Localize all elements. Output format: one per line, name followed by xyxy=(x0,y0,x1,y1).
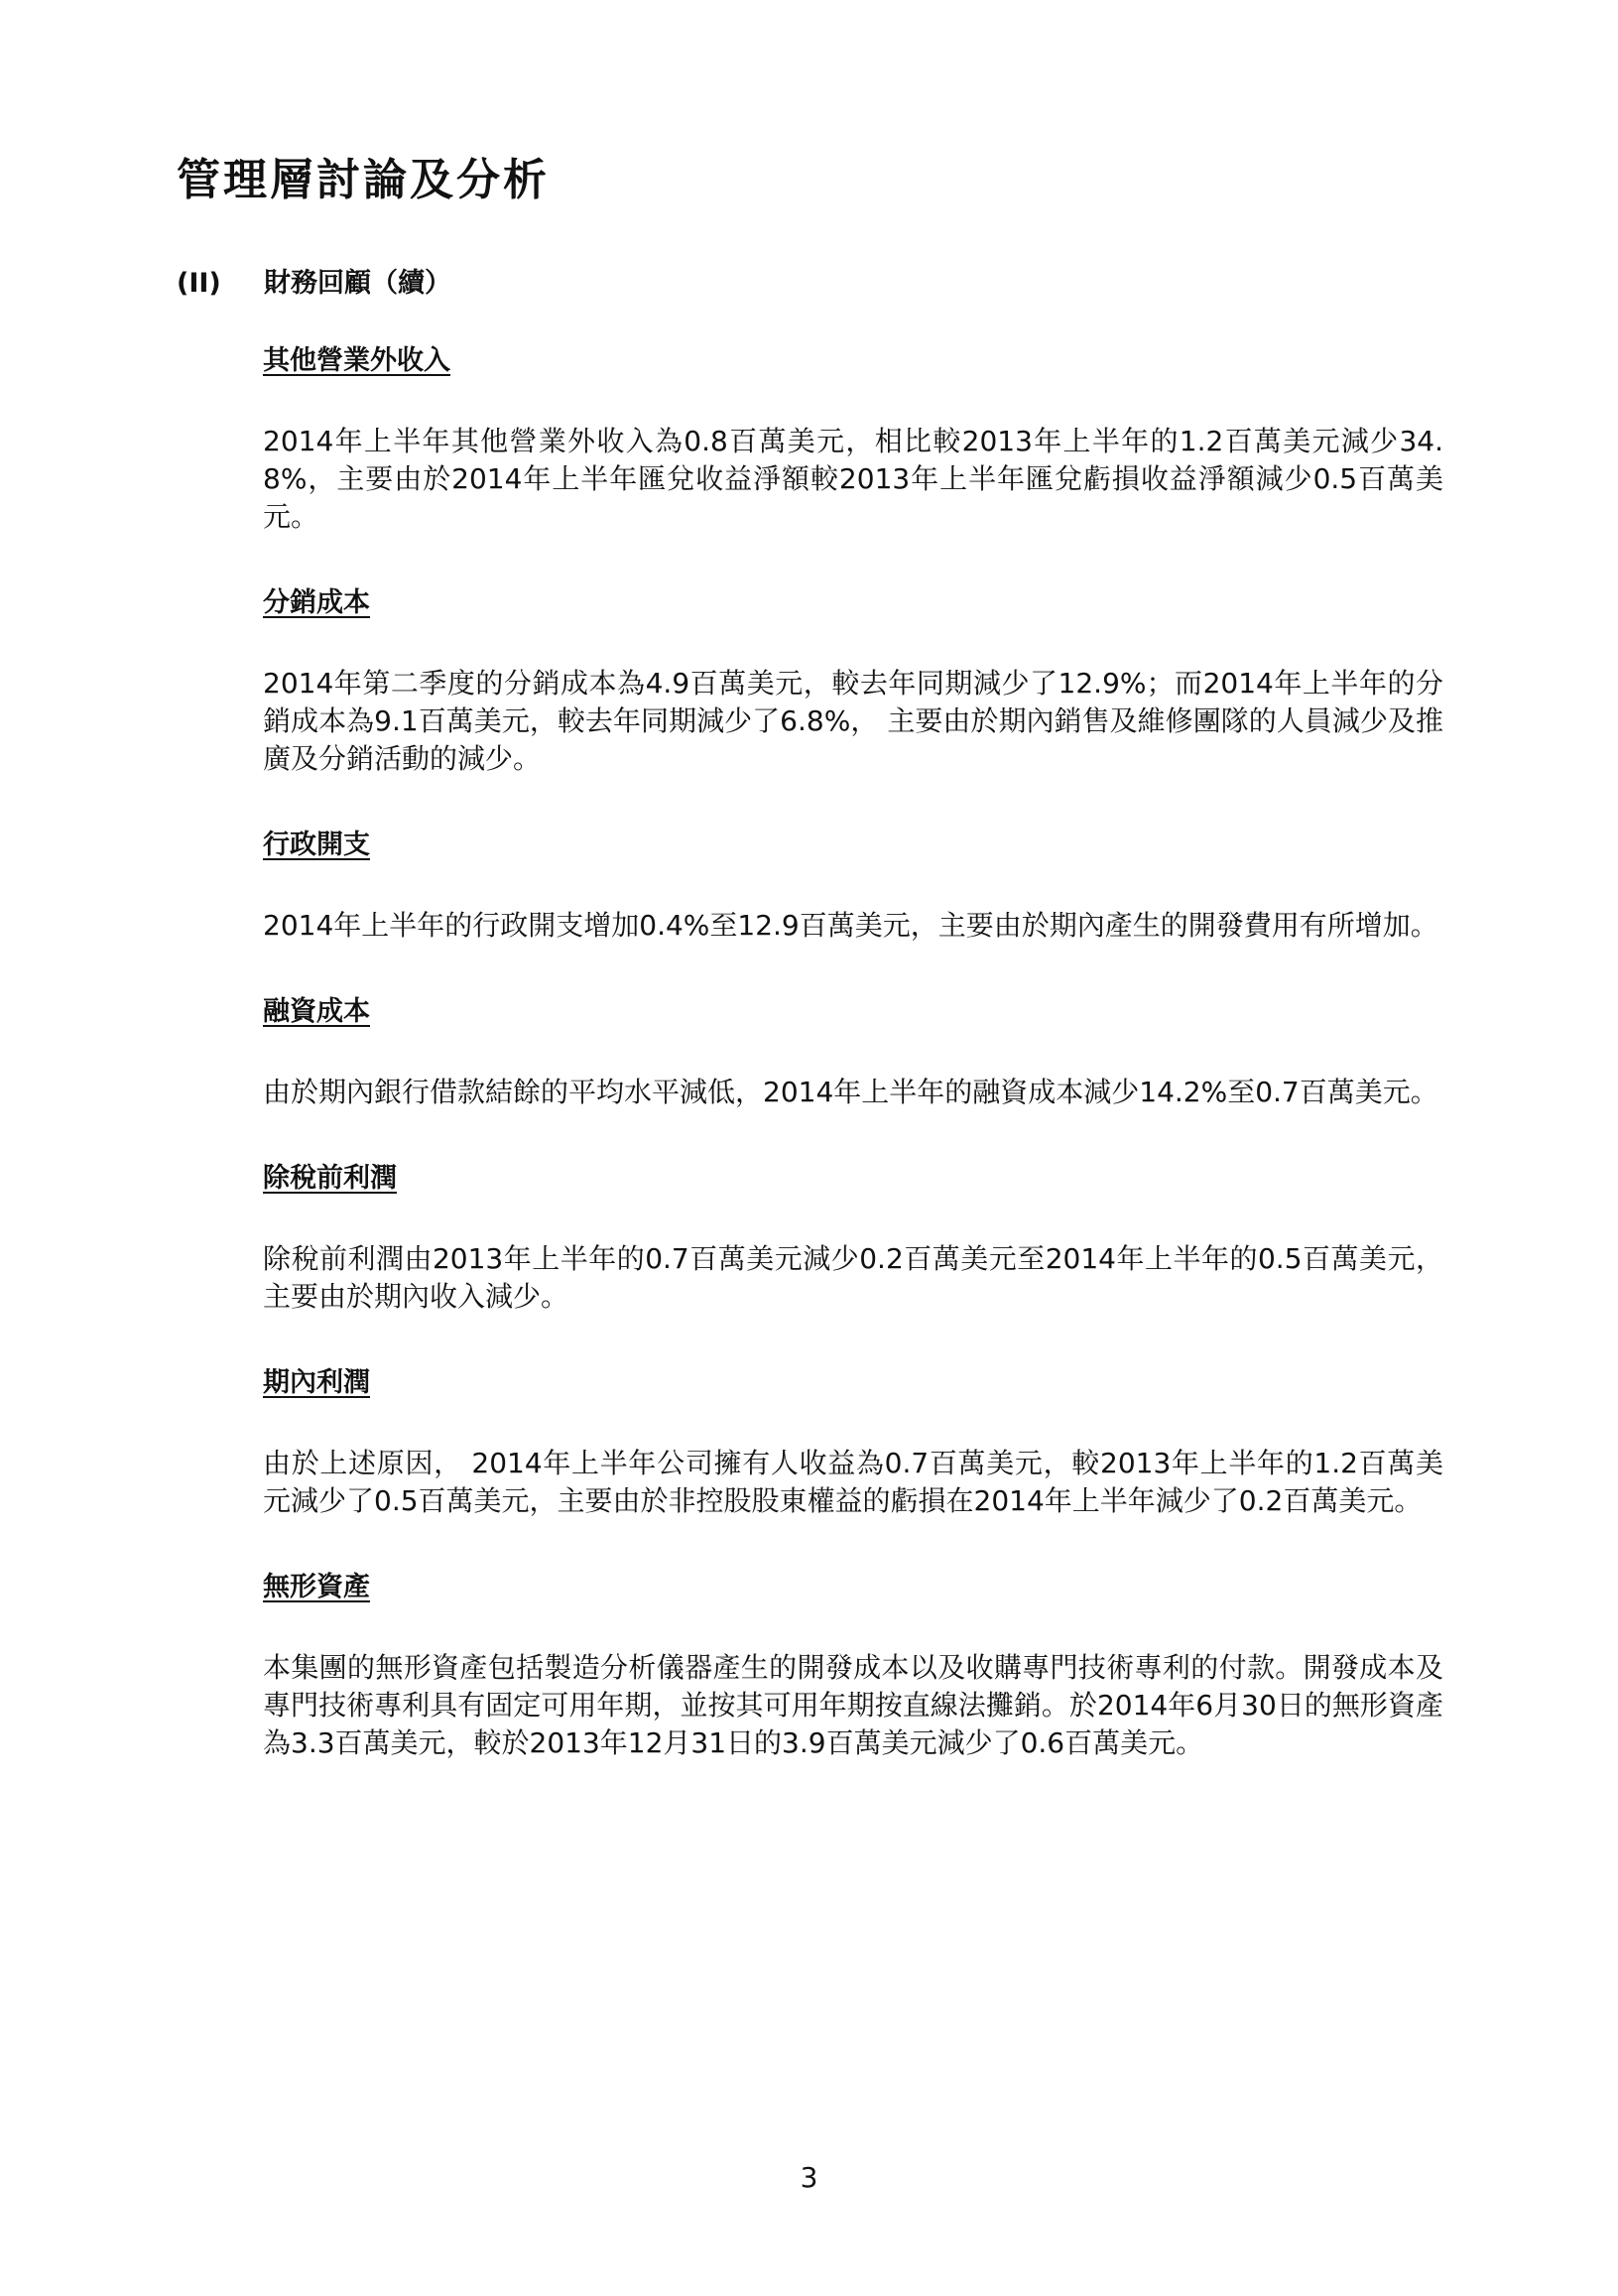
subsection-paragraph: 2014年上半年的行政開支增加0.4%至12.9百萬美元，主要由於期內產生的開發費用有所增加。 xyxy=(263,909,1438,942)
subsection-paragraph: 本集團的無形資產包括製造分析儀器產生的開發成本以及收購專門技術專利的付款。開發成本及專門技術專利具有固定可用年期，並按其可用年期按直線法攤銷。於2014年6月30日的無形資產為3.3百萬美元，較於2013年12月31日的3.9百萬美元減少了0.6百萬美元。 xyxy=(263,1651,1443,1759)
report-content xyxy=(263,343,1443,1762)
subsection-other-income xyxy=(263,343,1443,536)
subsection-heading: 無形資產 xyxy=(263,1572,370,1602)
page-number: 3 xyxy=(800,2161,818,2194)
page-title: 管理層討論及分析 xyxy=(177,155,550,205)
subsection-heading: 融資成本 xyxy=(263,996,370,1027)
subsection-administrative-expenses xyxy=(263,828,1443,945)
subsection-paragraph: 2014年上半年其他營業外收入為0.8百萬美元，相比較2013年上半年的1.2百萬美元減少34.8%，主要由於2014年上半年匯兌收益淨額較2013年上半年匯兌虧損收益淨額減少0.5百萬美元。 xyxy=(263,425,1443,533)
subsection-heading: 除稅前利潤 xyxy=(263,1163,397,1194)
subsection-profit-for-period xyxy=(263,1365,1443,1520)
subsection-paragraph: 由於上述原因， 2014年上半年公司擁有人收益為0.7百萬美元，較2013年上半年的1.2百萬美元減少了0.5百萬美元，主要由於非控股股東權益的虧損在2014年上半年減少了0.2百萬美元。 xyxy=(263,1447,1443,1517)
subsection-paragraph: 由於期內銀行借款結餘的平均水平減低，2014年上半年的融資成本減少14.2%至0.7百萬美元。 xyxy=(263,1076,1438,1108)
section-title: 財務回顧（續） xyxy=(264,268,451,299)
subsection-paragraph: 2014年第二季度的分銷成本為4.9百萬美元，較去年同期減少了12.9%；而2014年上半年的分銷成本為9.1百萬美元，較去年同期減少了6.8%， 主要由於期內銷售及維修團隊的人員減少及推廣及分銷活動的減少。 xyxy=(263,667,1443,775)
subsection-heading: 期內利潤 xyxy=(263,1367,370,1398)
subsection-heading: 分銷成本 xyxy=(263,587,370,618)
section-number: (II) xyxy=(177,268,221,299)
subsection-distribution-costs xyxy=(263,585,1443,778)
subsection-intangible-assets xyxy=(263,1570,1443,1762)
subsection-profit-before-tax xyxy=(263,1161,1443,1316)
subsection-paragraph: 除稅前利潤由2013年上半年的0.7百萬美元減少0.2百萬美元至2014年上半年的0.5百萬美元，主要由於期內收入減少。 xyxy=(263,1242,1443,1313)
section-heading xyxy=(177,268,451,300)
subsection-heading: 其他營業外收入 xyxy=(263,345,450,376)
subsection-heading: 行政開支 xyxy=(263,829,370,860)
subsection-finance-costs xyxy=(263,994,1443,1111)
